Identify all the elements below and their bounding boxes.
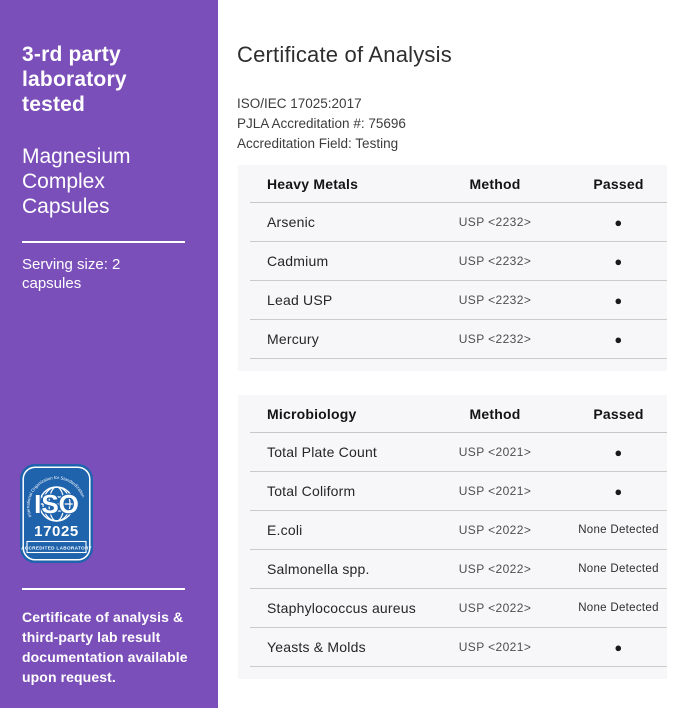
- method-value: USP <2232>: [458, 215, 532, 229]
- passed-dot-icon: ●: [614, 214, 623, 230]
- badge-number-text: 17025: [34, 523, 79, 540]
- table-row: [250, 589, 667, 628]
- main-content: [218, 0, 679, 708]
- result-value: None Detected: [578, 563, 659, 575]
- table-row: [250, 281, 667, 320]
- accreditation-standard: ISO/IEC 17025:2017: [237, 96, 362, 111]
- analyte-name: Lead USP: [267, 292, 333, 308]
- analyte-name: Total Plate Count: [267, 444, 378, 460]
- availability-note: Certificate of analysis & third-party lab result documentation available upon request.: [22, 609, 188, 685]
- analyte-name: Total Coliform: [267, 483, 356, 499]
- table-header-row: [250, 165, 667, 203]
- column-header-method: Method: [469, 405, 521, 422]
- serving-size: Serving size: 2 capsules: [22, 256, 121, 292]
- method-value: USP <2022>: [458, 562, 532, 576]
- method-value: USP <2021>: [458, 484, 532, 498]
- divider: [22, 241, 185, 243]
- analyte-name: Cadmium: [267, 253, 329, 269]
- analyte-name: Salmonella spp.: [267, 561, 370, 577]
- table-row: [250, 320, 667, 359]
- column-header-category: Heavy Metals: [267, 175, 359, 192]
- result-value: None Detected: [578, 602, 659, 614]
- table-row: [250, 203, 667, 242]
- analyte-name: Mercury: [267, 331, 319, 347]
- passed-dot-icon: ●: [614, 483, 623, 499]
- page-title: Certificate of Analysis: [237, 42, 452, 67]
- method-value: USP <2232>: [458, 293, 532, 307]
- badge-iso-text: ISO: [34, 489, 79, 519]
- column-header-passed: Passed: [593, 405, 644, 422]
- sidebar-heading: 3-rd party laboratory tested: [22, 43, 127, 116]
- analyte-name: Staphylococcus aureus: [267, 600, 416, 616]
- badge-accredited-text: ACCREDITED LABORATORY: [21, 545, 92, 551]
- table-row: [250, 242, 667, 281]
- microbiology-table: [238, 395, 667, 679]
- analyte-name: Yeasts & Molds: [267, 639, 366, 655]
- product-name: Magnesium Complex Capsules: [22, 145, 131, 218]
- iso-17025-accredited-badge-icon: [20, 464, 93, 563]
- table-row: [250, 472, 667, 511]
- analyte-name: Arsenic: [267, 214, 316, 230]
- analyte-name: E.coli: [267, 522, 303, 538]
- passed-dot-icon: ●: [614, 253, 623, 269]
- table-row: [250, 433, 667, 472]
- method-value: USP <2022>: [458, 601, 532, 615]
- accreditation-field: Accreditation Field: Testing: [237, 136, 399, 151]
- table-row: [250, 550, 667, 589]
- passed-dot-icon: ●: [614, 639, 623, 655]
- method-value: USP <2021>: [458, 640, 532, 654]
- table-row: [250, 628, 667, 667]
- accreditation-number: PJLA Accreditation #: 75696: [237, 116, 406, 131]
- table-header-row: [250, 395, 667, 433]
- result-value: None Detected: [578, 524, 659, 536]
- table-row: [250, 511, 667, 550]
- table-body: [250, 203, 667, 359]
- method-value: USP <2232>: [458, 332, 532, 346]
- divider: [22, 588, 185, 590]
- accreditation-info: [237, 94, 406, 154]
- method-value: USP <2022>: [458, 523, 532, 537]
- column-header-method: Method: [469, 175, 521, 192]
- passed-dot-icon: ●: [614, 292, 623, 308]
- table-body: [250, 433, 667, 667]
- column-header-category: Microbiology: [267, 405, 357, 422]
- badge-ring-text: International Organization for Standardization: [25, 475, 86, 519]
- passed-dot-icon: ●: [614, 331, 623, 347]
- method-value: USP <2021>: [458, 445, 532, 459]
- sidebar: [0, 0, 218, 708]
- heavy-metals-table: [238, 165, 667, 371]
- passed-dot-icon: ●: [614, 444, 623, 460]
- column-header-passed: Passed: [593, 175, 644, 192]
- method-value: USP <2232>: [458, 254, 532, 268]
